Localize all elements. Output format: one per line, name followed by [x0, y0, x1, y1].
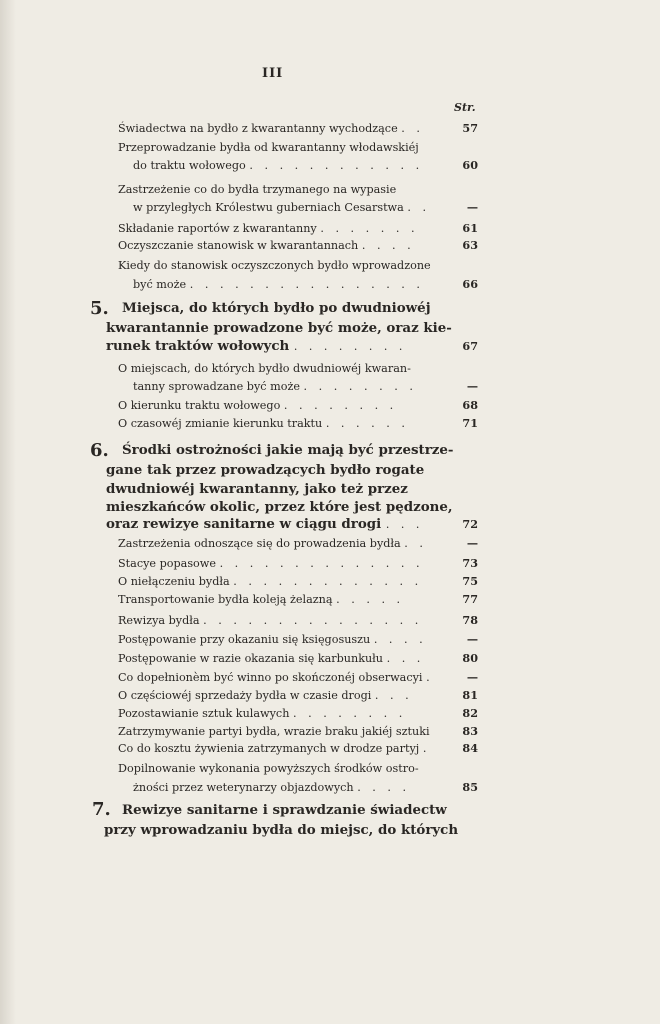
toc-entry-text: Transportowanie bydła koleją żelazną [118, 593, 333, 606]
toc-entry-dots: . . . . . . . . . . . . . [233, 575, 423, 588]
page-column-label: Str. [454, 101, 476, 114]
toc-entry-dots: . . . . . [336, 593, 405, 606]
toc-entry [118, 120, 424, 137]
toc-entry-page: 85 [462, 780, 478, 794]
toc-entry-text: Co do kosztu żywienia zatrzymanych w drodze partyj [118, 742, 420, 755]
section-7-line-1: Rewizye sanitarne i sprawdzanie świadectw [122, 802, 447, 818]
toc-entry-page: 61 [462, 221, 478, 235]
toc-entry-text: O kierunku traktu wołowego [118, 399, 281, 412]
toc-entry [118, 573, 422, 590]
toc-entry [133, 157, 423, 174]
toc-entry-dots: . . . . [361, 239, 415, 252]
toc-entry-page: — [466, 632, 478, 646]
toc-entry-page: 83 [462, 724, 478, 738]
toc-entry [118, 415, 409, 432]
toc-entry [118, 723, 430, 740]
toc-entry-dots: . . . . . . . . [292, 707, 407, 720]
toc-entry-dots: . . . [386, 652, 425, 665]
toc-entry-page: 80 [462, 651, 478, 665]
toc-entry-text: być może [133, 278, 187, 291]
toc-entry-dots: . . [401, 122, 424, 135]
toc-entry-text: żności przez weterynarzy objazdowych [133, 781, 354, 794]
toc-entry [118, 535, 427, 552]
toc-entry-text: Co dopełnionèm być winno po skończonéj obserwacyi [118, 671, 423, 684]
toc-entry-dots: . . . . . . . [320, 222, 419, 235]
toc-entry-dots: . . . . . . . . [303, 380, 417, 393]
section-5-line-3 [106, 336, 406, 357]
toc-entry-page: — [466, 379, 478, 393]
toc-entry-page: 78 [462, 613, 478, 627]
section-7-number: 7. [92, 799, 111, 820]
toc-entry-text: Stacye popasowe [118, 557, 216, 570]
toc-entry [133, 378, 417, 395]
toc-entry [133, 199, 430, 216]
toc-entry-dots: . [422, 742, 431, 755]
toc-entry-dots: . . . . . . . . [283, 399, 398, 412]
toc-entry [133, 779, 410, 796]
toc-entry-text: O niełączeniu bydła [118, 575, 230, 588]
toc-entry-dots: . . . . . . . . . . . . . . . . [189, 278, 424, 291]
section-5-line-2: kwarantannie prowadzone być może, oraz kie- [106, 320, 452, 336]
toc-entry [118, 360, 411, 377]
toc-entry-page: 63 [462, 238, 478, 252]
toc-entry-dots: . . [404, 537, 427, 550]
page-edge [0, 0, 16, 1024]
section-6-line-4: mieszkańców okolic, przez które jest pędzone, [106, 499, 453, 515]
section-6-line-5 [106, 514, 423, 535]
toc-entry [118, 760, 419, 777]
toc-entry-text: do traktu wołowego [133, 159, 246, 172]
toc-entry-page: 77 [462, 592, 478, 606]
toc-entry-text: Zastrzeżenie co do bydła trzymanego na wypasie [118, 183, 397, 196]
toc-entry-page: — [466, 670, 478, 684]
toc-entry-text: Zastrzeżenia odnoszące się do prowadzenia bydła [118, 537, 401, 550]
toc-entry-page: 71 [462, 416, 478, 430]
toc-entry [118, 257, 431, 274]
toc-entry-text: Przeprowadzanie bydła od kwarantanny włodawskiéj [118, 141, 419, 154]
toc-entry [118, 591, 404, 608]
section-6-dots: . . . [385, 518, 424, 531]
toc-entry [118, 397, 397, 414]
toc-entry-dots: . . . . . . . . . . . . . . . [203, 614, 423, 627]
toc-entry [118, 181, 396, 198]
section-5-line-3-text: runek traktów wołowych [106, 338, 290, 354]
section-6-line-3: dwudniowéj kwarantanny, jako też przez [106, 481, 408, 497]
section-5-number: 5. [90, 298, 109, 319]
toc-entry [118, 220, 419, 237]
toc-entry-text: Oczyszczanie stanowisk w kwarantannach [118, 239, 359, 252]
toc-entry-text: O czasowéj zmianie kierunku traktu [118, 417, 323, 430]
toc-entry-page: — [466, 200, 478, 214]
toc-entry-page: 66 [462, 277, 478, 291]
toc-entry-page: 73 [462, 556, 478, 570]
toc-entry-text: w przyległych Królestwu guberniach Cesarstwa [133, 201, 404, 214]
toc-entry-dots: . . . . [373, 633, 427, 646]
toc-entry-text: O częściowéj sprzedaży bydła w czasie drogi [118, 689, 372, 702]
section-6-line-5-text: oraz rewizye sanitarne w ciągu drogi [106, 516, 382, 532]
toc-entry-dots: . . . . . . . . . . . . [249, 159, 424, 172]
toc-entry-dots: . . . . [357, 781, 411, 794]
toc-entry [118, 237, 415, 254]
toc-entry-page: 81 [462, 688, 478, 702]
toc-entry [118, 555, 424, 572]
toc-entry-text: Postępowanie w razie okazania się karbunkułu [118, 652, 384, 665]
toc-entry-dots: . . . . . . . . . . . . . . [219, 557, 424, 570]
toc-entry-text: Świadectwa na bydło z kwarantanny wychodzące [118, 122, 398, 135]
toc-entry [118, 669, 434, 686]
toc-entry-page: 84 [462, 741, 478, 755]
toc-entry-page: 57 [462, 121, 478, 135]
toc-entry-page: 75 [462, 574, 478, 588]
toc-entry-dots: . . . . . . [325, 417, 409, 430]
section-5-page: 67 [462, 339, 478, 353]
toc-entry [118, 631, 427, 648]
toc-entry [118, 650, 424, 667]
toc-entry-page: 82 [462, 706, 478, 720]
toc-entry-text: tanny sprowadzane być może [133, 380, 300, 393]
toc-entry-dots: . [426, 671, 434, 684]
toc-entry-text: Dopilnowanie wykonania powyższych środków ostro- [118, 762, 419, 775]
toc-entry [118, 687, 413, 704]
toc-entry-dots: . . [407, 201, 431, 214]
toc-entry [118, 139, 419, 156]
page-number: III [262, 66, 284, 81]
toc-entry-dots: . . . [374, 689, 413, 702]
toc-entry [118, 612, 422, 629]
section-6-line-2: gane tak przez prowadzących bydło rogate [106, 462, 425, 478]
section-6-number: 6. [90, 440, 109, 461]
toc-entry-text: Pozostawianie sztuk kulawych [118, 707, 290, 720]
toc-entry-text: O miejscach, do których bydło dwudniowéj kwaran- [118, 362, 411, 375]
toc-entry-page: 68 [462, 398, 478, 412]
toc-entry-text: Rewizya bydła [118, 614, 200, 627]
toc-entry-page: — [466, 536, 478, 550]
toc-entry-text: Zatrzymywanie partyi bydła, wrazie braku jakiéj sztuki [118, 725, 430, 738]
section-5-line-1: Miejsca, do których bydło po dwudniowéj [122, 300, 431, 316]
toc-entry-text: Składanie raportów z kwarantanny [118, 222, 317, 235]
toc-entry [133, 276, 424, 293]
toc-entry-page: 60 [462, 158, 478, 172]
section-6-line-1: Środki ostrożności jakie mają być przestrze- [122, 442, 454, 458]
toc-entry [118, 740, 430, 757]
toc-entry [118, 705, 406, 722]
section-6-page: 72 [462, 517, 478, 531]
section-7-line-2: przy wprowadzaniu bydła do miejsc, do których [104, 822, 459, 838]
toc-entry-text: Postępowanie przy okazaniu się księgosuszu [118, 633, 371, 646]
toc-entry-text: Kiedy do stanowisk oczyszczonych bydło wprowadzone [118, 259, 431, 272]
section-5-dots: . . . . . . . . [293, 340, 407, 353]
